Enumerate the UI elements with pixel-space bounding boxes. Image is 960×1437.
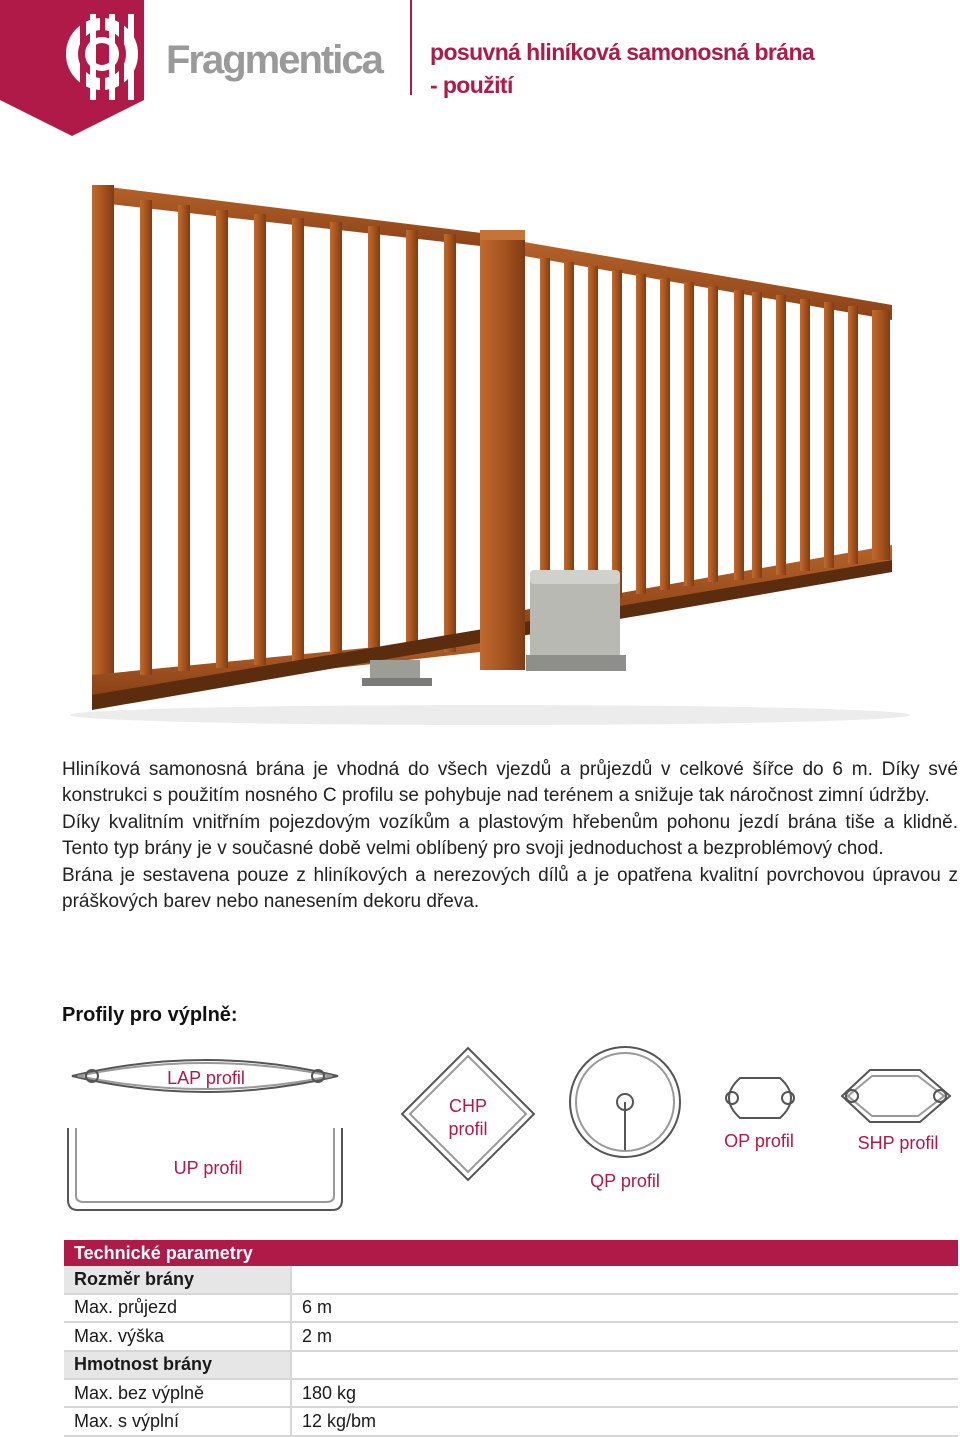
tech-table-header bbox=[64, 1240, 958, 1266]
page-title-line1: posuvná hliníková samonosná brána bbox=[430, 39, 815, 65]
lap-profile-label: LAP profil bbox=[167, 1068, 245, 1088]
table-section-row bbox=[64, 1351, 958, 1379]
logo-triangle bbox=[0, 100, 144, 136]
row-value: 6 m bbox=[291, 1294, 958, 1322]
shp-profile-label: SHP profil bbox=[857, 1133, 939, 1153]
profiles-heading: Profily pro výplně: bbox=[62, 1004, 238, 1026]
table-row bbox=[64, 1294, 958, 1322]
chp-profile-label bbox=[428, 1095, 508, 1141]
chp-profile-label-line2: profil bbox=[448, 1119, 488, 1139]
row-label: Max. bez výplně bbox=[64, 1379, 291, 1407]
gate-photo bbox=[40, 150, 920, 740]
row-label: Max. s výplní bbox=[64, 1407, 291, 1435]
tech-table-title: Technické parametry bbox=[64, 1240, 958, 1266]
qp-profile-label: QP profil bbox=[590, 1171, 660, 1191]
description-paragraph-1: Hliníková samonosná brána je vhodná do všech vjezdů a průjezdů v celkové šířce do 6 m. Díky své konstrukci s použitím nosného C profilu se pohybuje nad terénem a snižuje tak náročnost zimní údržby. bbox=[62, 759, 958, 807]
description-paragraph-2: Díky kvalitním vnitřním pojezdovým vozíkům a plastovým hřebenům pohonu jezdí brána tiše a klidně. Tento typ brány je v současné době velmi oblíbený pro svoji jednoduchost a bezproblémový chod. bbox=[62, 811, 958, 860]
chp-profile-label-line1: CHP bbox=[448, 1096, 487, 1116]
row-value: 12 kg/bm bbox=[291, 1407, 958, 1435]
row-value: 180 kg bbox=[291, 1379, 958, 1407]
description-paragraph-3: Brána je sestavena pouze z hliníkových a nerezových dílů a je opatřena kvalitní povrchovou úpravou z práškových barev nebo nanesením dekoru dřeva. bbox=[62, 864, 958, 913]
row-label: Max. průjezd bbox=[64, 1294, 291, 1322]
page-title-line2: - použití bbox=[430, 72, 513, 98]
page-title bbox=[430, 36, 814, 102]
section-title-weight: Hmotnost brány bbox=[64, 1351, 291, 1379]
table-row bbox=[64, 1379, 958, 1407]
table-row bbox=[64, 1407, 958, 1435]
fragmentica-logo-icon bbox=[62, 8, 144, 100]
table-section-row bbox=[64, 1266, 958, 1293]
table-row bbox=[64, 1322, 958, 1350]
brand-name: Fragmentica bbox=[166, 38, 382, 82]
up-profile-label: UP profil bbox=[173, 1158, 243, 1178]
tech-params-table bbox=[64, 1240, 958, 1437]
description bbox=[62, 757, 958, 915]
row-value: 2 m bbox=[291, 1322, 958, 1350]
header-divider bbox=[410, 0, 412, 95]
op-profile-label: OP profil bbox=[724, 1131, 794, 1151]
section-title-size: Rozměr brány bbox=[64, 1266, 291, 1293]
row-label: Max. výška bbox=[64, 1322, 291, 1350]
